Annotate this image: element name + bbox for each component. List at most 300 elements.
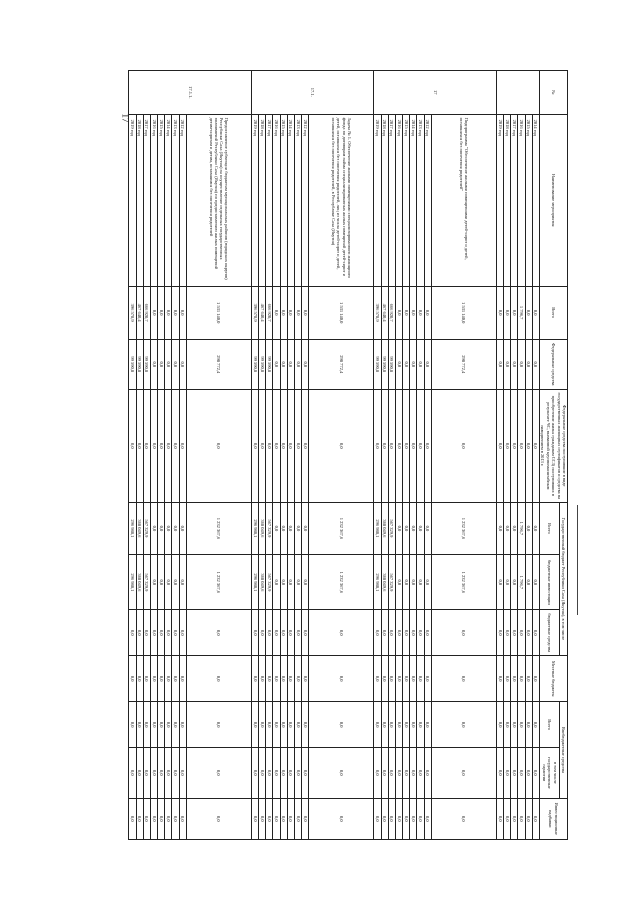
value-cell: 0,0 xyxy=(287,286,294,339)
value-cell: 0,0 xyxy=(179,555,186,610)
value-cell: 1 232 367,6 xyxy=(431,555,496,610)
value-cell: 0,0 xyxy=(518,339,525,390)
value-cell: 0,0 xyxy=(388,702,395,748)
value-cell: 0,0 xyxy=(525,339,532,390)
value-cell: 0,0 xyxy=(504,390,511,502)
year-label: 2016 год xyxy=(395,114,402,286)
value-cell: 0,0 xyxy=(287,656,294,702)
value-cell: 0,0 xyxy=(417,555,424,610)
value-cell: 0,0 xyxy=(496,286,503,339)
value-cell: 0,0 xyxy=(165,502,172,555)
value-cell: 0,0 xyxy=(129,748,136,799)
value-cell: 0,0 xyxy=(158,555,165,610)
value-cell: 0,0 xyxy=(504,502,511,555)
value-cell: 0,0 xyxy=(518,610,525,656)
value-cell: 0,0 xyxy=(525,798,532,839)
value-cell: 0,0 xyxy=(395,748,402,799)
table-row xyxy=(280,71,287,840)
value-cell: 0,0 xyxy=(273,286,280,339)
value-cell: 0,0 xyxy=(172,555,179,610)
value-cell: 298 772,4 xyxy=(431,339,496,390)
table-row xyxy=(395,71,402,840)
value-cell: 0,0 xyxy=(158,339,165,390)
value-cell: 0,0 xyxy=(525,286,532,339)
value-cell: 0,0 xyxy=(280,798,287,839)
value-cell: 0,0 xyxy=(403,702,410,748)
value-cell: 0,0 xyxy=(172,286,179,339)
value-cell: 0,0 xyxy=(532,656,539,702)
rotated-table-container xyxy=(53,70,568,840)
year-label: 2016 год xyxy=(518,114,525,286)
value-cell: 0,0 xyxy=(294,702,301,748)
value-cell: 0,0 xyxy=(150,702,157,748)
table-row xyxy=(388,71,395,840)
year-label: 2012 год xyxy=(424,114,431,286)
year-label: 2014 год xyxy=(287,114,294,286)
value-cell: 0,0 xyxy=(136,748,143,799)
value-cell: 0,0 xyxy=(518,656,525,702)
footnote-rule xyxy=(577,505,578,615)
value-cell: 0,0 xyxy=(532,286,539,339)
value-cell: 0,0 xyxy=(287,339,294,390)
value-cell: 0,0 xyxy=(287,502,294,555)
value-cell: 0,0 xyxy=(395,702,402,748)
value-cell: 0,0 xyxy=(158,390,165,502)
value-cell: 0,0 xyxy=(294,748,301,799)
table-row xyxy=(381,71,388,840)
value-cell: 0,0 xyxy=(280,610,287,656)
value-cell: 0,0 xyxy=(129,656,136,702)
header-republic-total: Всего xyxy=(539,502,559,555)
value-cell: 0,0 xyxy=(302,339,309,390)
value-cell: 368 049,6 xyxy=(259,555,266,610)
header-offbudget-total: Всего xyxy=(539,702,559,748)
value-cell: 0,0 xyxy=(273,702,280,748)
value-cell: 0,0 xyxy=(525,390,532,502)
year-label: 2013 год xyxy=(294,114,301,286)
value-cell: 0,0 xyxy=(424,502,431,555)
value-cell: 0,0 xyxy=(431,390,496,502)
value-cell: 567 329,9 xyxy=(388,555,395,610)
value-cell: 0,0 xyxy=(251,390,258,502)
value-cell: 0,0 xyxy=(410,656,417,702)
value-cell: 0,0 xyxy=(511,702,518,748)
year-label: 2017 год xyxy=(143,114,150,286)
value-cell: 567 329,9 xyxy=(266,555,273,610)
value-cell: 0,0 xyxy=(381,656,388,702)
value-cell: 0,0 xyxy=(532,798,539,839)
table-row xyxy=(294,71,301,840)
value-cell: 298 772,4 xyxy=(309,339,374,390)
value-cell: 99 590,8 xyxy=(129,339,136,390)
table-row xyxy=(266,71,273,840)
value-cell: 99 590,8 xyxy=(136,339,143,390)
value-cell: 396 578,9 xyxy=(374,286,381,339)
value-cell: 0,0 xyxy=(302,798,309,839)
value-cell: 0,0 xyxy=(273,555,280,610)
value-cell: 0,0 xyxy=(374,656,381,702)
table-row xyxy=(150,71,157,840)
value-cell: 0,0 xyxy=(511,555,518,610)
value-cell: 0,0 xyxy=(374,702,381,748)
value-cell: 0,0 xyxy=(410,748,417,799)
value-cell: 0,0 xyxy=(251,748,258,799)
table-row xyxy=(186,71,251,840)
year-label: 2019 год xyxy=(496,114,503,286)
value-cell: 1 232 367,6 xyxy=(431,502,496,555)
value-cell: 0,0 xyxy=(511,502,518,555)
value-cell: 0,0 xyxy=(280,656,287,702)
header-federal: Федеральные средства xyxy=(539,339,567,390)
value-cell: 0,0 xyxy=(179,502,186,555)
value-cell: 0,0 xyxy=(129,610,136,656)
value-cell: 0,0 xyxy=(179,748,186,799)
value-cell: 0,0 xyxy=(172,748,179,799)
year-label: 2019 год xyxy=(129,114,136,286)
value-cell: 0,0 xyxy=(417,748,424,799)
value-cell: 0,0 xyxy=(143,656,150,702)
value-cell: 0,0 xyxy=(424,798,431,839)
value-cell: 0,0 xyxy=(266,702,273,748)
value-cell: 368 049,6 xyxy=(381,502,388,555)
value-cell: 0,0 xyxy=(172,390,179,502)
value-cell: 0,0 xyxy=(172,502,179,555)
value-cell: 0,0 xyxy=(496,798,503,839)
value-cell: 0,0 xyxy=(273,656,280,702)
value-cell: 0,0 xyxy=(158,702,165,748)
table-row xyxy=(251,71,258,840)
value-cell: 0,0 xyxy=(395,390,402,502)
table-row xyxy=(525,71,532,840)
value-cell: 567 329,9 xyxy=(143,555,150,610)
value-cell: 0,0 xyxy=(518,748,525,799)
value-cell: 1 531 140,0 xyxy=(431,286,496,339)
value-cell: 99 590,8 xyxy=(143,339,150,390)
value-cell: 0,0 xyxy=(403,656,410,702)
value-cell: 0,0 xyxy=(273,502,280,555)
value-cell: 0,0 xyxy=(410,610,417,656)
value-cell: 99 590,8 xyxy=(388,339,395,390)
value-cell: 0,0 xyxy=(280,748,287,799)
table-row xyxy=(511,71,518,840)
value-cell: 0,0 xyxy=(172,702,179,748)
value-cell: 0,0 xyxy=(179,286,186,339)
value-cell: 0,0 xyxy=(504,798,511,839)
value-cell: 0,0 xyxy=(511,339,518,390)
value-cell: 0,0 xyxy=(129,702,136,748)
value-cell: 99 590,8 xyxy=(374,339,381,390)
value-cell: 0,0 xyxy=(309,610,374,656)
value-cell: 0,0 xyxy=(424,656,431,702)
value-cell: 0,0 xyxy=(280,339,287,390)
year-label: 2017 год xyxy=(511,114,518,286)
value-cell: 0,0 xyxy=(410,798,417,839)
header-republic-capital: бюджетные инвестиции xyxy=(539,555,559,610)
year-label: 2014 год xyxy=(532,114,539,286)
table-row xyxy=(129,71,136,840)
value-cell: 0,0 xyxy=(302,555,309,610)
value-cell: 0,0 xyxy=(186,390,251,502)
value-cell: 0,0 xyxy=(532,610,539,656)
value-cell: 0,0 xyxy=(273,390,280,502)
value-cell: 0,0 xyxy=(136,390,143,502)
value-cell: 0,0 xyxy=(496,390,503,502)
value-cell: 0,0 xyxy=(424,390,431,502)
value-cell: 0,0 xyxy=(431,798,496,839)
value-cell: 0,0 xyxy=(280,390,287,502)
value-cell: 0,0 xyxy=(504,748,511,799)
value-cell: 0,0 xyxy=(179,798,186,839)
value-cell: 0,0 xyxy=(532,702,539,748)
value-cell: 0,0 xyxy=(511,390,518,502)
value-cell: 0,0 xyxy=(431,748,496,799)
value-cell: 0,0 xyxy=(424,748,431,799)
value-cell: 0,0 xyxy=(266,610,273,656)
table-row xyxy=(172,71,179,840)
value-cell: 0,0 xyxy=(287,748,294,799)
table-row xyxy=(143,71,150,840)
value-cell: 0,0 xyxy=(302,656,309,702)
header-local: Местные бюджеты xyxy=(539,656,567,702)
value-cell: 0,0 xyxy=(266,656,273,702)
value-cell: 0,0 xyxy=(403,286,410,339)
year-label: 2019 год xyxy=(251,114,258,286)
value-cell: 0,0 xyxy=(143,390,150,502)
value-cell: 1 531 140,0 xyxy=(309,286,374,339)
value-cell: 0,0 xyxy=(504,610,511,656)
value-cell: 0,0 xyxy=(381,702,388,748)
value-cell: 0,0 xyxy=(259,656,266,702)
value-cell: 0,0 xyxy=(496,656,503,702)
value-cell: 567 329,9 xyxy=(388,502,395,555)
value-cell: 0,0 xyxy=(309,390,374,502)
value-cell: 0,0 xyxy=(395,555,402,610)
item-number: 17.1.1. xyxy=(129,71,252,115)
value-cell: 0,0 xyxy=(259,390,266,502)
value-cell: 0,0 xyxy=(294,610,301,656)
value-cell: 1 796,7 xyxy=(518,555,525,610)
value-cell: 0,0 xyxy=(388,798,395,839)
value-cell: 0,0 xyxy=(186,798,251,839)
item-description: Подпрограмма "Обеспечение жилыми помещениями детей-сирот и детей, оставшихся без попечения родителей" xyxy=(431,114,496,286)
value-cell: 0,0 xyxy=(259,798,266,839)
value-cell: 0,0 xyxy=(518,798,525,839)
value-cell: 0,0 xyxy=(302,702,309,748)
value-cell: 567 329,9 xyxy=(143,502,150,555)
value-cell: 1 232 367,6 xyxy=(186,502,251,555)
value-cell: 0,0 xyxy=(424,286,431,339)
value-cell: 0,0 xyxy=(417,390,424,502)
table-row xyxy=(287,71,294,840)
value-cell: 0,0 xyxy=(403,339,410,390)
value-cell: 0,0 xyxy=(395,656,402,702)
value-cell: 0,0 xyxy=(424,555,431,610)
value-cell: 99 590,8 xyxy=(259,339,266,390)
value-cell: 0,0 xyxy=(280,702,287,748)
value-cell: 0,0 xyxy=(294,555,301,610)
value-cell: 368 049,6 xyxy=(136,555,143,610)
value-cell: 0,0 xyxy=(280,502,287,555)
value-cell: 0,0 xyxy=(309,656,374,702)
value-cell: 0,0 xyxy=(273,748,280,799)
year-label: 2017 год xyxy=(388,114,395,286)
value-cell: 0,0 xyxy=(374,610,381,656)
value-cell: 0,0 xyxy=(150,656,157,702)
value-cell: 0,0 xyxy=(525,502,532,555)
value-cell: 0,0 xyxy=(165,702,172,748)
value-cell: 1 531 140,0 xyxy=(186,286,251,339)
table-row xyxy=(302,71,309,840)
value-cell: 0,0 xyxy=(395,502,402,555)
table-row xyxy=(431,71,496,840)
value-cell: 0,0 xyxy=(165,748,172,799)
value-cell: 0,0 xyxy=(179,656,186,702)
value-cell: 0,0 xyxy=(410,339,417,390)
value-cell: 1 232 367,6 xyxy=(309,502,374,555)
value-cell: 0,0 xyxy=(179,702,186,748)
value-cell: 0,0 xyxy=(186,702,251,748)
value-cell: 0,0 xyxy=(136,798,143,839)
year-label: 2018 год xyxy=(136,114,143,286)
value-cell: 0,0 xyxy=(280,555,287,610)
header-republic-current: бюджетные средства xyxy=(539,610,559,656)
value-cell: 298 772,4 xyxy=(186,339,251,390)
value-cell: 0,0 xyxy=(294,798,301,839)
value-cell: 0,0 xyxy=(417,798,424,839)
value-cell: 0,0 xyxy=(410,390,417,502)
value-cell: 0,0 xyxy=(410,555,417,610)
value-cell: 0,0 xyxy=(532,390,539,502)
table-row xyxy=(532,71,539,840)
value-cell: 0,0 xyxy=(294,502,301,555)
value-cell: 0,0 xyxy=(179,390,186,502)
value-cell: 0,0 xyxy=(525,702,532,748)
value-cell: 0,0 xyxy=(496,555,503,610)
year-label: 2014 год xyxy=(165,114,172,286)
year-label: 2019 год xyxy=(374,114,381,286)
value-cell: 0,0 xyxy=(431,656,496,702)
table-row xyxy=(374,71,381,840)
value-cell: 0,0 xyxy=(273,798,280,839)
value-cell: 1 232 367,6 xyxy=(309,555,374,610)
value-cell: 0,0 xyxy=(381,798,388,839)
table-row xyxy=(496,71,503,840)
value-cell: 0,0 xyxy=(266,390,273,502)
value-cell: 0,0 xyxy=(287,610,294,656)
value-cell: 99 590,8 xyxy=(266,339,273,390)
value-cell: 0,0 xyxy=(388,656,395,702)
value-cell: 0,0 xyxy=(302,502,309,555)
value-cell: 0,0 xyxy=(496,339,503,390)
value-cell: 0,0 xyxy=(158,286,165,339)
value-cell: 0,0 xyxy=(287,390,294,502)
value-cell: 0,0 xyxy=(302,390,309,502)
value-cell: 0,0 xyxy=(410,702,417,748)
value-cell: 368 049,6 xyxy=(259,502,266,555)
value-cell: 666 920,7 xyxy=(266,286,273,339)
value-cell: 0,0 xyxy=(129,390,136,502)
value-cell: 0,0 xyxy=(165,610,172,656)
value-cell: 0,0 xyxy=(143,610,150,656)
value-cell: 0,0 xyxy=(158,656,165,702)
value-cell: 0,0 xyxy=(417,339,424,390)
value-cell: 0,0 xyxy=(165,390,172,502)
value-cell: 0,0 xyxy=(251,656,258,702)
year-label: 2012 год xyxy=(179,114,186,286)
value-cell: 0,0 xyxy=(525,610,532,656)
header-total: Всего xyxy=(539,286,567,339)
table-row xyxy=(158,71,165,840)
table-row xyxy=(136,71,143,840)
year-label: 2014 год xyxy=(410,114,417,286)
value-cell: 0,0 xyxy=(388,748,395,799)
value-cell: 467 640,4 xyxy=(259,286,266,339)
value-cell: 296 988,1 xyxy=(251,555,258,610)
value-cell: 0,0 xyxy=(504,286,511,339)
value-cell: 0,0 xyxy=(287,555,294,610)
value-cell: 0,0 xyxy=(186,656,251,702)
value-cell: 296 988,1 xyxy=(129,502,136,555)
value-cell: 0,0 xyxy=(511,798,518,839)
header-federal-certificates: Федеральные средства поступившие в виде государственных жилищных сертификатов и средства на приобретение жилья гражданам ССЗ) поступивших в результате ЧС, вызванной крупномасштабным наводнением в 2013 г. xyxy=(539,390,567,502)
value-cell: 666 920,7 xyxy=(143,286,150,339)
value-cell: 0,0 xyxy=(403,610,410,656)
year-label: 2013 год xyxy=(417,114,424,286)
value-cell: 0,0 xyxy=(388,610,395,656)
value-cell: 0,0 xyxy=(179,339,186,390)
header-investment: Инвестиционные надбавки xyxy=(539,798,567,839)
value-cell: 0,0 xyxy=(518,702,525,748)
value-cell: 0,0 xyxy=(403,798,410,839)
value-cell: 0,0 xyxy=(525,748,532,799)
value-cell: 0,0 xyxy=(496,748,503,799)
value-cell: 0,0 xyxy=(381,390,388,502)
header-num: № xyxy=(539,71,567,115)
value-cell: 1 796,7 xyxy=(518,286,525,339)
value-cell: 0,0 xyxy=(172,656,179,702)
value-cell: 0,0 xyxy=(518,390,525,502)
value-cell: 0,0 xyxy=(150,748,157,799)
table-row xyxy=(424,71,431,840)
value-cell: 0,0 xyxy=(150,339,157,390)
value-cell: 296 988,1 xyxy=(374,555,381,610)
value-cell: 0,0 xyxy=(532,748,539,799)
value-cell: 0,0 xyxy=(525,555,532,610)
value-cell: 0,0 xyxy=(129,798,136,839)
value-cell: 0,0 xyxy=(165,798,172,839)
value-cell: 0,0 xyxy=(186,748,251,799)
value-cell: 0,0 xyxy=(165,656,172,702)
year-label: 2013 год xyxy=(172,114,179,286)
table-row xyxy=(518,71,525,840)
value-cell: 296 988,1 xyxy=(251,502,258,555)
table-row xyxy=(309,71,374,840)
value-cell: 0,0 xyxy=(374,748,381,799)
value-cell: 0,0 xyxy=(309,702,374,748)
value-cell: 0,0 xyxy=(302,610,309,656)
value-cell: 0,0 xyxy=(410,502,417,555)
value-cell: 0,0 xyxy=(136,702,143,748)
value-cell: 0,0 xyxy=(150,798,157,839)
value-cell: 0,0 xyxy=(395,610,402,656)
item-number: 17.1. xyxy=(251,71,374,115)
table-row xyxy=(179,71,186,840)
year-label: 2015 год xyxy=(280,114,287,286)
value-cell: 0,0 xyxy=(273,339,280,390)
year-label: 2018 год xyxy=(381,114,388,286)
value-cell: 368 049,6 xyxy=(381,555,388,610)
value-cell: 0,0 xyxy=(143,748,150,799)
